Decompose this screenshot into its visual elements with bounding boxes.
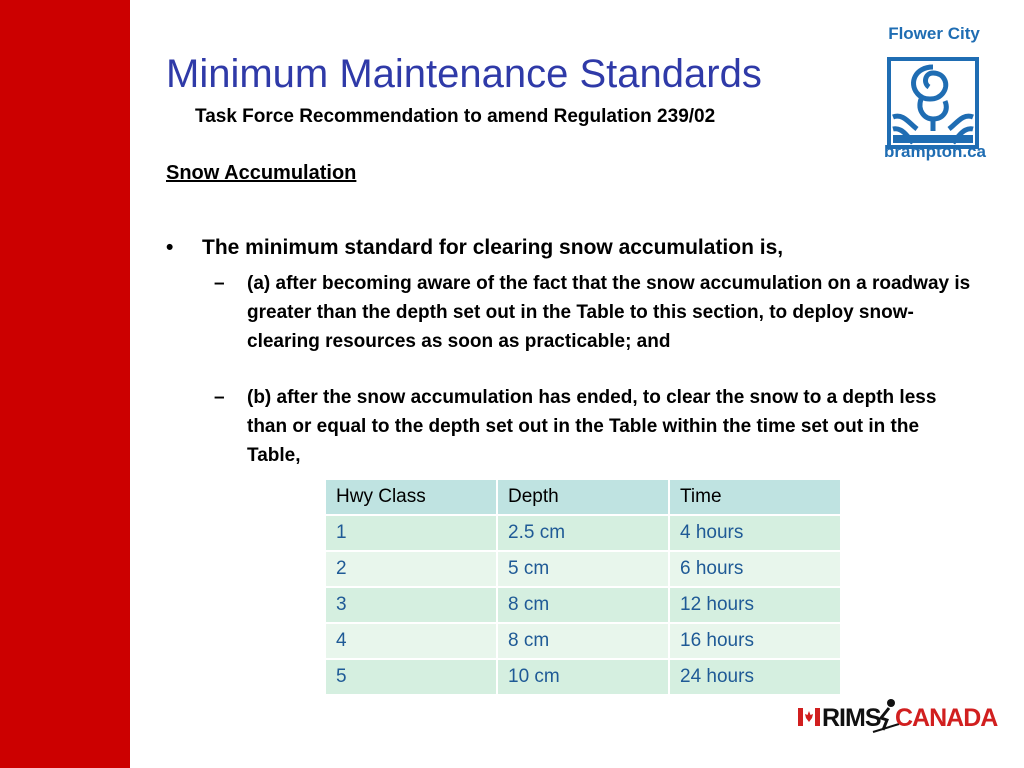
cell-depth: 8 cm	[497, 587, 669, 623]
cell-hwy-class: 1	[325, 515, 497, 551]
table-row	[325, 515, 841, 551]
rims-canada-logo	[798, 698, 998, 738]
cell-depth: 8 cm	[497, 623, 669, 659]
canada-text: CANADA	[895, 704, 998, 732]
table-row	[325, 551, 841, 587]
cell-time: 16 hours	[669, 623, 841, 659]
sub-item-text: (b) after the snow accumulation has ended, to clear the snow to a depth less than or equal to the depth set out in the Table within the time set out in the Table,	[247, 387, 937, 466]
brampton-flower-city-logo	[884, 24, 987, 162]
highway-class-table	[324, 478, 842, 696]
canada-flag-icon	[798, 708, 820, 726]
dash-mark: –	[214, 387, 225, 408]
sub-item-text: (a) after becoming aware of the fact that the snow accumulation on a roadway is greater than the depth set out in the Table to this section, to deploy snow-clearing resources as soon as practicable; and	[247, 273, 971, 352]
cell-time: 24 hours	[669, 659, 841, 695]
cell-depth: 10 cm	[497, 659, 669, 695]
dash-mark: –	[214, 273, 225, 294]
cell-time: 4 hours	[669, 515, 841, 551]
table-row	[325, 623, 841, 659]
section-heading: Snow Accumulation	[166, 162, 357, 184]
cell-hwy-class: 2	[325, 551, 497, 587]
cell-time: 6 hours	[669, 551, 841, 587]
header-hwy-class: Hwy Class	[325, 479, 497, 515]
table-row	[325, 659, 841, 695]
cell-hwy-class: 5	[325, 659, 497, 695]
logo-bottom-text: brampton.ca	[884, 142, 987, 161]
cell-depth: 5 cm	[497, 551, 669, 587]
bullet-text: The minimum standard for clearing snow accumulation is,	[202, 236, 784, 259]
rose-icon	[887, 52, 979, 154]
bullet-mark: •	[166, 236, 174, 259]
cell-depth: 2.5 cm	[497, 515, 669, 551]
side-accent-bar	[0, 0, 130, 768]
cell-time: 12 hours	[669, 587, 841, 623]
rims-text: RIMS	[822, 704, 881, 732]
header-time: Time	[669, 479, 841, 515]
logo-top-text: Flower City	[888, 24, 980, 43]
header-depth: Depth	[497, 479, 669, 515]
slide-title: Minimum Maintenance Standards	[166, 52, 762, 96]
cell-hwy-class: 4	[325, 623, 497, 659]
table-header-row	[325, 479, 841, 515]
cell-hwy-class: 3	[325, 587, 497, 623]
slide-subtitle: Task Force Recommendation to amend Regulation 239/02	[195, 106, 716, 127]
table-row	[325, 587, 841, 623]
